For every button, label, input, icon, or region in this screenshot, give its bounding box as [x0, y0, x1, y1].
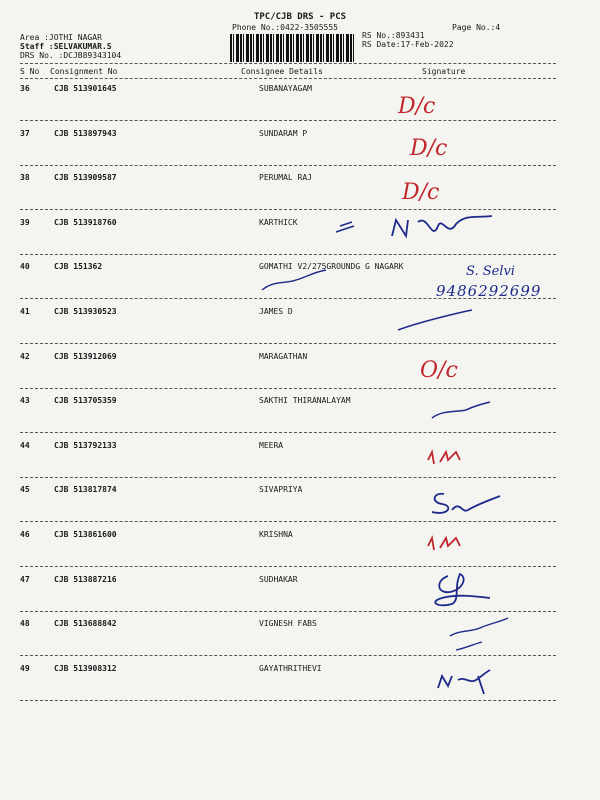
- document-title: TPC/CJB DRS - PCS: [253, 12, 347, 22]
- consignee-name: GOMATHI V2/275GROUNDG G NAGARK: [259, 262, 404, 272]
- serial-number: 42: [20, 351, 30, 361]
- handwritten-name-40: S. Selvi: [466, 264, 515, 279]
- consignment-number: CJB 513887216: [54, 574, 117, 584]
- consignment-number: CJB 513705359: [54, 396, 117, 406]
- consignee-name: SIVAPRIYA: [259, 485, 303, 495]
- signature-48: [450, 618, 508, 650]
- consignment-number: CJB 513930523: [54, 307, 117, 316]
- consignee-name: GAYATHRITHEVI: [259, 663, 322, 673]
- consignment-number: CJB 513792133: [54, 440, 117, 450]
- serial-number: 36: [20, 84, 30, 93]
- serial-number: 47: [20, 574, 30, 584]
- column-header-sno: S No: [20, 67, 40, 76]
- signature-41: [398, 310, 472, 330]
- signature-39b: [392, 216, 492, 236]
- consignee-name: VIGNESH FABS: [259, 619, 317, 629]
- area-field: Area :JOTHI NAGAR: [20, 33, 102, 42]
- drs-number: DRS No. :DCJB89343104: [20, 51, 122, 60]
- phone-number: Phone No.:0422-3505555: [232, 23, 338, 32]
- signature-39: [336, 222, 354, 232]
- handwritten-phone-40: 9486292699: [436, 282, 542, 300]
- signature-43: [432, 402, 490, 418]
- serial-number: 49: [20, 663, 30, 673]
- consignment-number: CJB 513901645: [54, 84, 117, 93]
- signature-46: [428, 538, 460, 550]
- serial-number: 37: [20, 128, 30, 138]
- serial-number: 45: [20, 485, 30, 495]
- serial-number: 44: [20, 440, 30, 450]
- signature-mark: D/c: [402, 179, 440, 205]
- consignment-number: CJB 513688842: [54, 619, 117, 629]
- consignee-name: JAMES D: [259, 307, 293, 316]
- column-header-signature: Signature: [422, 67, 466, 76]
- serial-number: 39: [20, 217, 30, 227]
- consignment-number: CJB 513912069: [54, 351, 117, 361]
- signature-mark: D/c: [410, 135, 448, 161]
- serial-number: 46: [20, 530, 30, 539]
- consignee-name: MARAGATHAN: [259, 351, 308, 361]
- consignment-number: CJB 513897943: [54, 128, 117, 138]
- serial-number: 40: [20, 262, 30, 272]
- signature-44: [428, 452, 460, 464]
- consignee-name: MEERA: [259, 440, 284, 450]
- signature-45: [432, 494, 500, 513]
- rs-date: RS Date:17-Feb-2022: [362, 40, 454, 49]
- serial-number: 48: [20, 619, 30, 629]
- signature-40-scribble: [262, 270, 326, 290]
- consignment-number: CJB 151362: [54, 262, 103, 272]
- serial-number: 38: [20, 173, 30, 183]
- serial-number: 43: [20, 396, 30, 406]
- rs-number: RS No.:893431: [362, 31, 425, 40]
- signature-47: [435, 574, 490, 605]
- staff-field: Staff :SELVAKUMAR.S: [20, 42, 112, 51]
- consignment-number: CJB 513918760: [54, 217, 117, 227]
- consignee-name: PERUMAL RAJ: [259, 173, 312, 183]
- column-header-consignee: Consignee Details: [241, 67, 323, 76]
- consignee-name: SAKTHI THIRANALAYAM: [259, 396, 351, 406]
- signature-mark: D/c: [398, 94, 436, 119]
- consignment-number: CJB 513817874: [54, 485, 117, 495]
- consignee-name: SUBANAYAGAM: [259, 84, 312, 93]
- consignee-name: KRISHNA: [259, 530, 293, 539]
- serial-number: 41: [20, 307, 30, 316]
- consignee-name: SUDHAKAR: [259, 574, 298, 584]
- consignment-number: CJB 513908312: [54, 663, 117, 673]
- column-header-consignment: Consignment No: [50, 67, 118, 76]
- signature-mark: O/c: [420, 357, 458, 383]
- consignment-number: CJB 513861600: [54, 530, 117, 539]
- signature-49: [438, 670, 490, 694]
- consignment-number: CJB 513909587: [54, 173, 117, 183]
- consignee-name: SUNDARAM P: [259, 128, 308, 138]
- consignee-name: KARTHICK: [259, 217, 298, 227]
- page-number: Page No.:4: [452, 23, 501, 32]
